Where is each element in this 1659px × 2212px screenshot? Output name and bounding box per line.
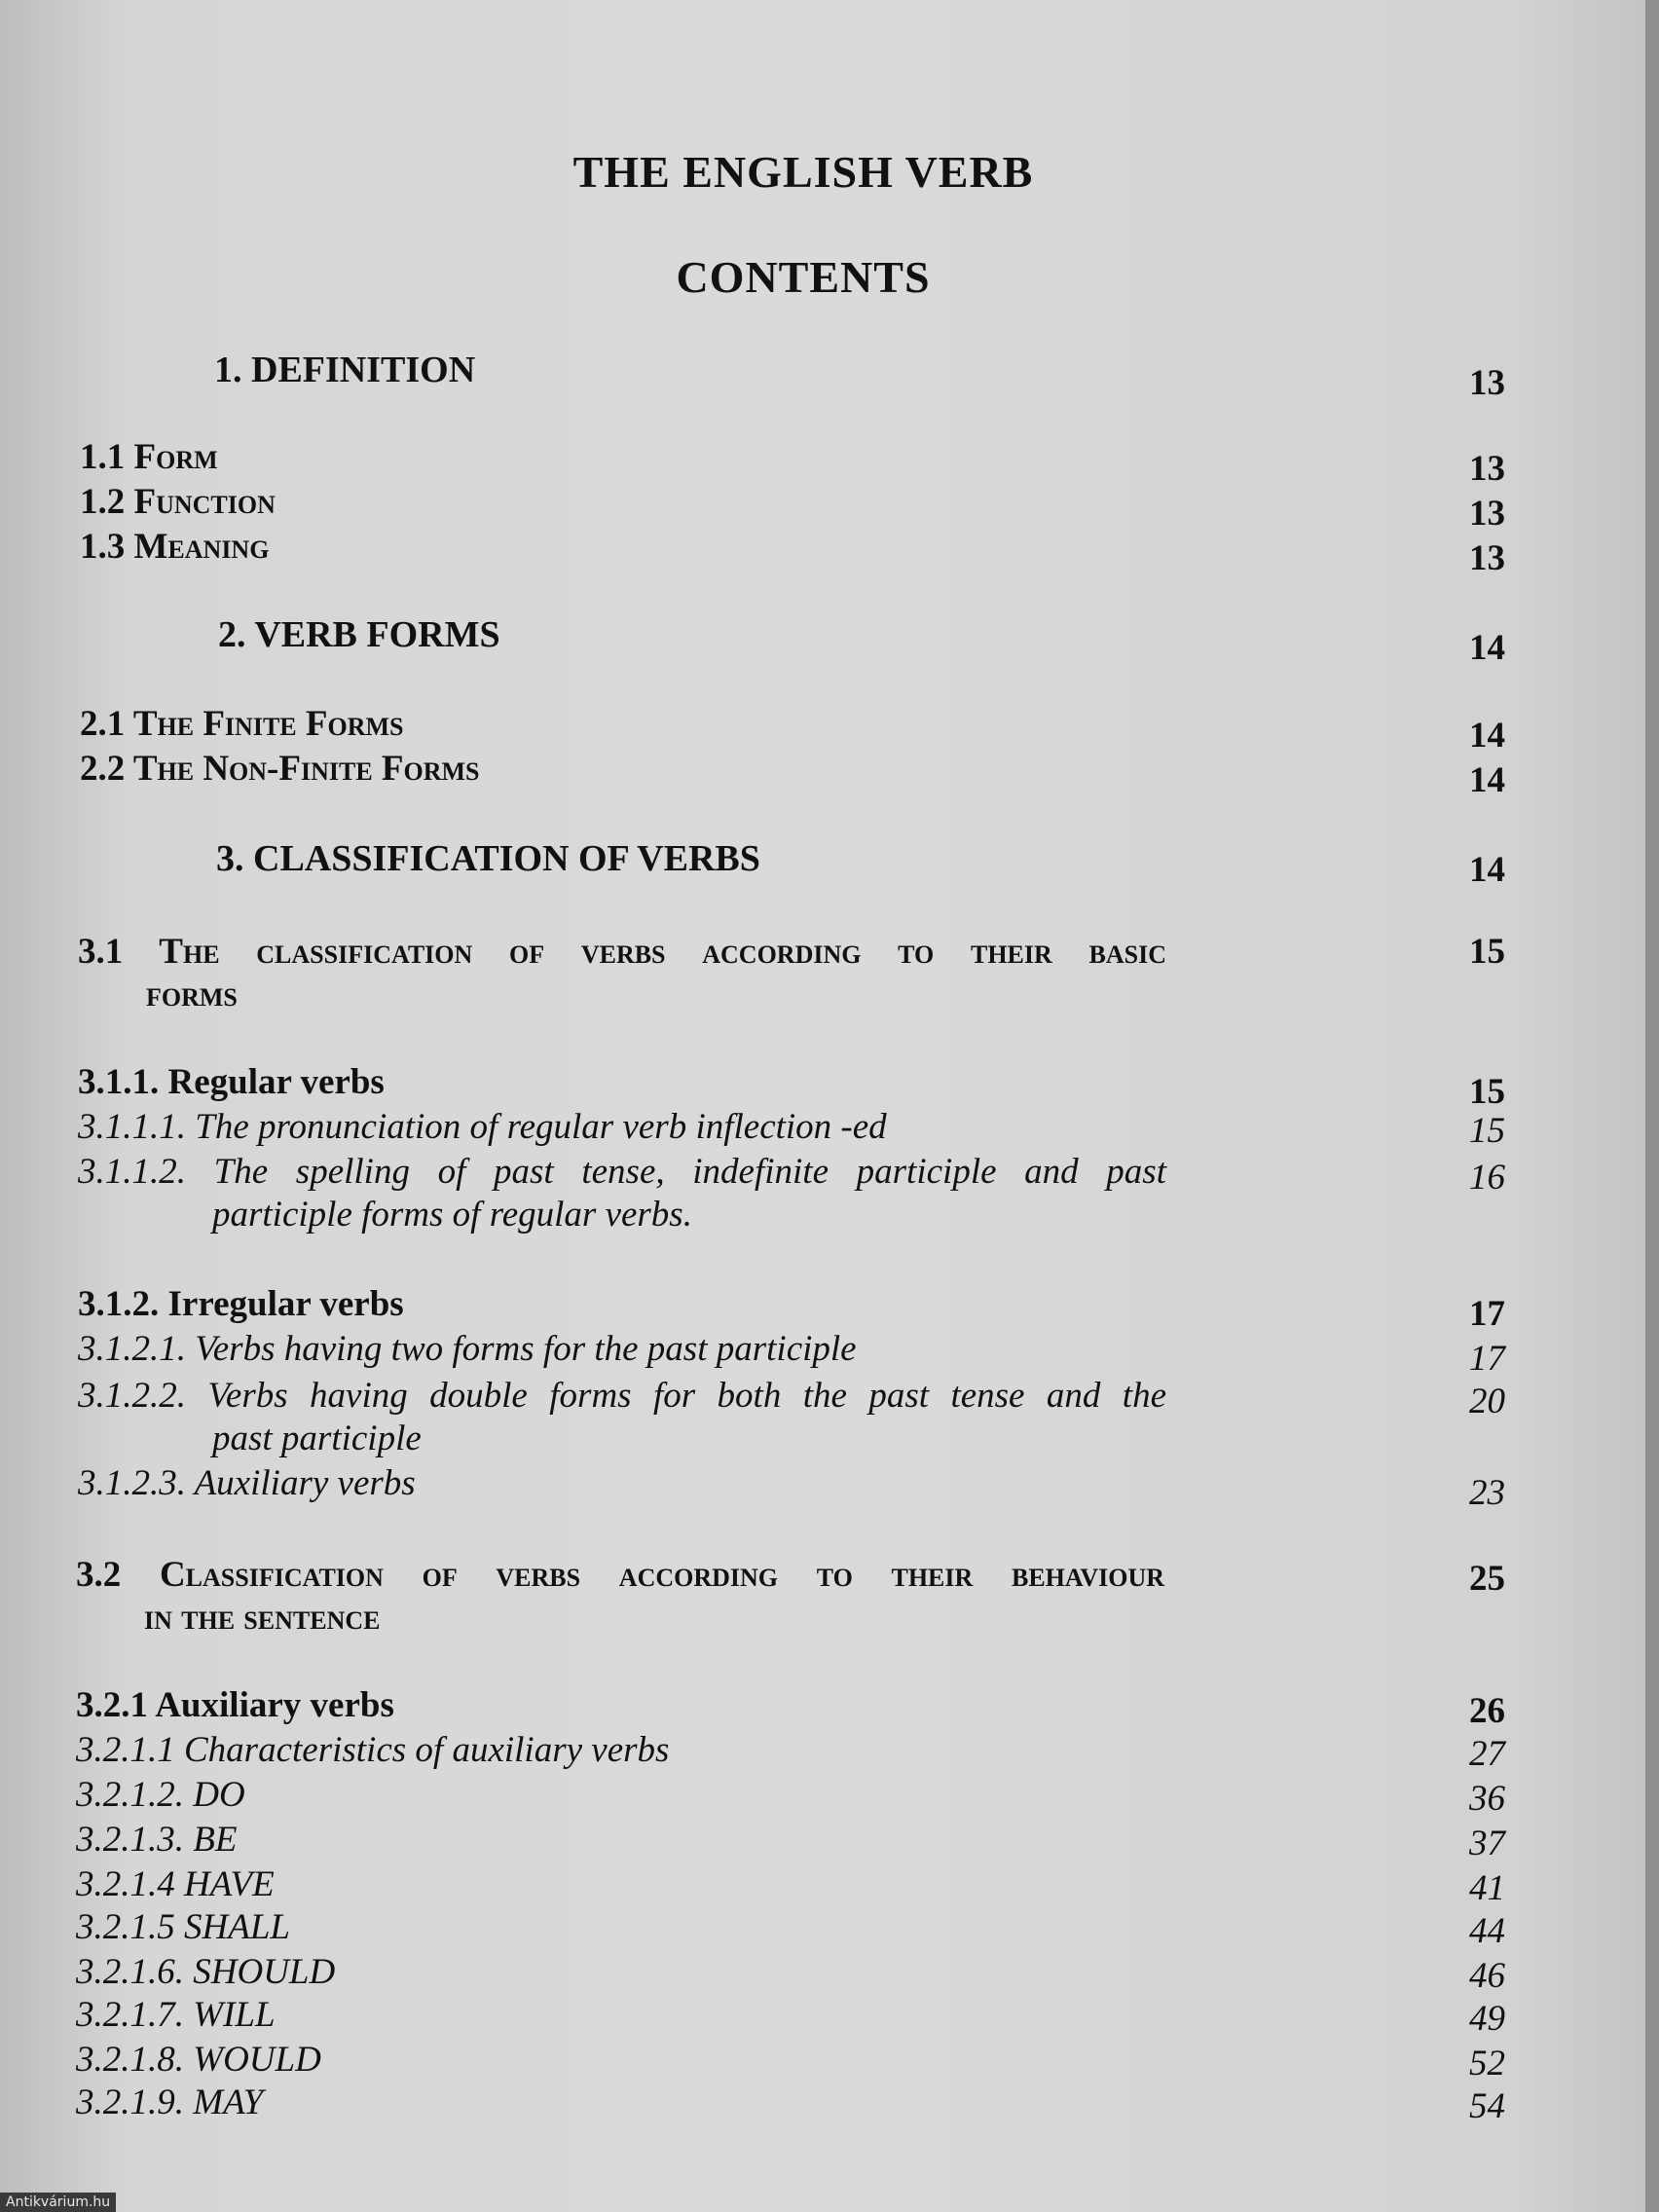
watermark: Antikvárium.hu bbox=[0, 2193, 116, 2212]
toc-page-number: 13 bbox=[1469, 363, 1505, 403]
toc-label: 3.2.1.3. BE bbox=[76, 1820, 238, 1860]
toc-page-number: 37 bbox=[1469, 1824, 1505, 1863]
toc-label: 3.1.2.3. Auxiliary verbs bbox=[78, 1463, 416, 1503]
toc-label: 3.2.1.5 SHALL bbox=[76, 1907, 290, 1947]
toc-label: 3.1.1. Regular verbs bbox=[78, 1062, 385, 1102]
toc-page-number: 15 bbox=[1469, 932, 1505, 972]
toc-label: 1.3 Meaning bbox=[80, 527, 270, 567]
toc-page-number: 46 bbox=[1469, 1956, 1505, 1996]
toc-label: 3.2.1.9. MAY bbox=[76, 2083, 264, 2122]
toc-label: 3. CLASSIFICATION OF VERBS bbox=[216, 838, 760, 879]
toc-page-number: 14 bbox=[1469, 628, 1505, 668]
toc-label: 3.1.2.1. Verbs having two forms for the past participle bbox=[78, 1329, 857, 1369]
toc-label-continuation: forms bbox=[146, 975, 238, 1014]
toc-label: 3.1.1.1. The pronunciation of regular verb inflection -ed bbox=[78, 1107, 887, 1147]
toc-label: 3.2.1.4 HAVE bbox=[76, 1864, 275, 1904]
toc-label: 2.2 The Non-Finite Forms bbox=[80, 749, 480, 789]
toc-label-continuation: participle forms of regular verbs. bbox=[212, 1195, 692, 1235]
toc-page-number: 27 bbox=[1469, 1734, 1505, 1774]
toc-page-number: 41 bbox=[1469, 1868, 1505, 1908]
toc-label: 1.1 Form bbox=[80, 437, 218, 477]
toc-label: 3.2.1.1 Characteristics of auxiliary verbs bbox=[76, 1730, 670, 1770]
toc-label: 3.2.1.6. SHOULD bbox=[76, 1952, 336, 1992]
toc-page-number: 54 bbox=[1469, 2086, 1505, 2126]
toc-page-number: 44 bbox=[1469, 1911, 1505, 1951]
toc-label: 1.2 Function bbox=[80, 482, 276, 522]
toc-label-continuation: in the sentence bbox=[144, 1598, 381, 1638]
toc-label: 3.1 The classification of verbs according to their basic bbox=[78, 932, 1166, 972]
toc-page-number: 52 bbox=[1469, 2044, 1505, 2083]
contents-heading: CONTENTS bbox=[676, 252, 931, 302]
toc-page-number: 13 bbox=[1469, 538, 1505, 578]
toc-label: 2.1 The Finite Forms bbox=[80, 704, 404, 744]
toc-page-number: 20 bbox=[1469, 1382, 1505, 1421]
toc-page-number: 36 bbox=[1469, 1779, 1505, 1819]
toc-page-number: 13 bbox=[1469, 494, 1505, 534]
toc-page-number: 14 bbox=[1469, 716, 1505, 756]
page-edge bbox=[1645, 0, 1659, 2212]
toc-label: 1. DEFINITION bbox=[214, 350, 476, 390]
toc-label: 3.2.1.8. WOULD bbox=[76, 2040, 321, 2080]
toc-page-number: 23 bbox=[1469, 1473, 1505, 1513]
toc-label: 2. VERB FORMS bbox=[218, 614, 500, 655]
toc-page-number: 25 bbox=[1469, 1559, 1505, 1599]
toc-page-number: 49 bbox=[1469, 1999, 1505, 2039]
toc-page-number: 26 bbox=[1469, 1691, 1505, 1731]
toc-page-number: 14 bbox=[1469, 850, 1505, 890]
toc-page-number: 14 bbox=[1469, 760, 1505, 800]
toc-label: 3.1.2.2. Verbs having double forms for both the past tense and the bbox=[78, 1376, 1166, 1416]
toc-label: 3.2 Classification of verbs according to their behaviour bbox=[76, 1555, 1164, 1595]
book-title: THE ENGLISH VERB bbox=[572, 147, 1034, 197]
toc-page-number: 16 bbox=[1469, 1158, 1505, 1198]
toc-page-number: 13 bbox=[1469, 449, 1505, 489]
toc-label: 3.1.1.2. The spelling of past tense, indefinite participle and past bbox=[78, 1152, 1166, 1192]
toc-page-number: 17 bbox=[1469, 1339, 1505, 1379]
toc-label: 3.2.1.2. DO bbox=[76, 1775, 245, 1815]
toc-label-continuation: past participle bbox=[212, 1419, 422, 1458]
toc-page-number: 17 bbox=[1469, 1294, 1505, 1334]
toc-page-number: 15 bbox=[1469, 1111, 1505, 1151]
toc-label: 3.2.1.7. WILL bbox=[76, 1995, 276, 2035]
toc-label: 3.2.1 Auxiliary verbs bbox=[76, 1685, 394, 1725]
toc-page-number: 15 bbox=[1469, 1072, 1505, 1112]
toc-label: 3.1.2. Irregular verbs bbox=[78, 1284, 404, 1324]
